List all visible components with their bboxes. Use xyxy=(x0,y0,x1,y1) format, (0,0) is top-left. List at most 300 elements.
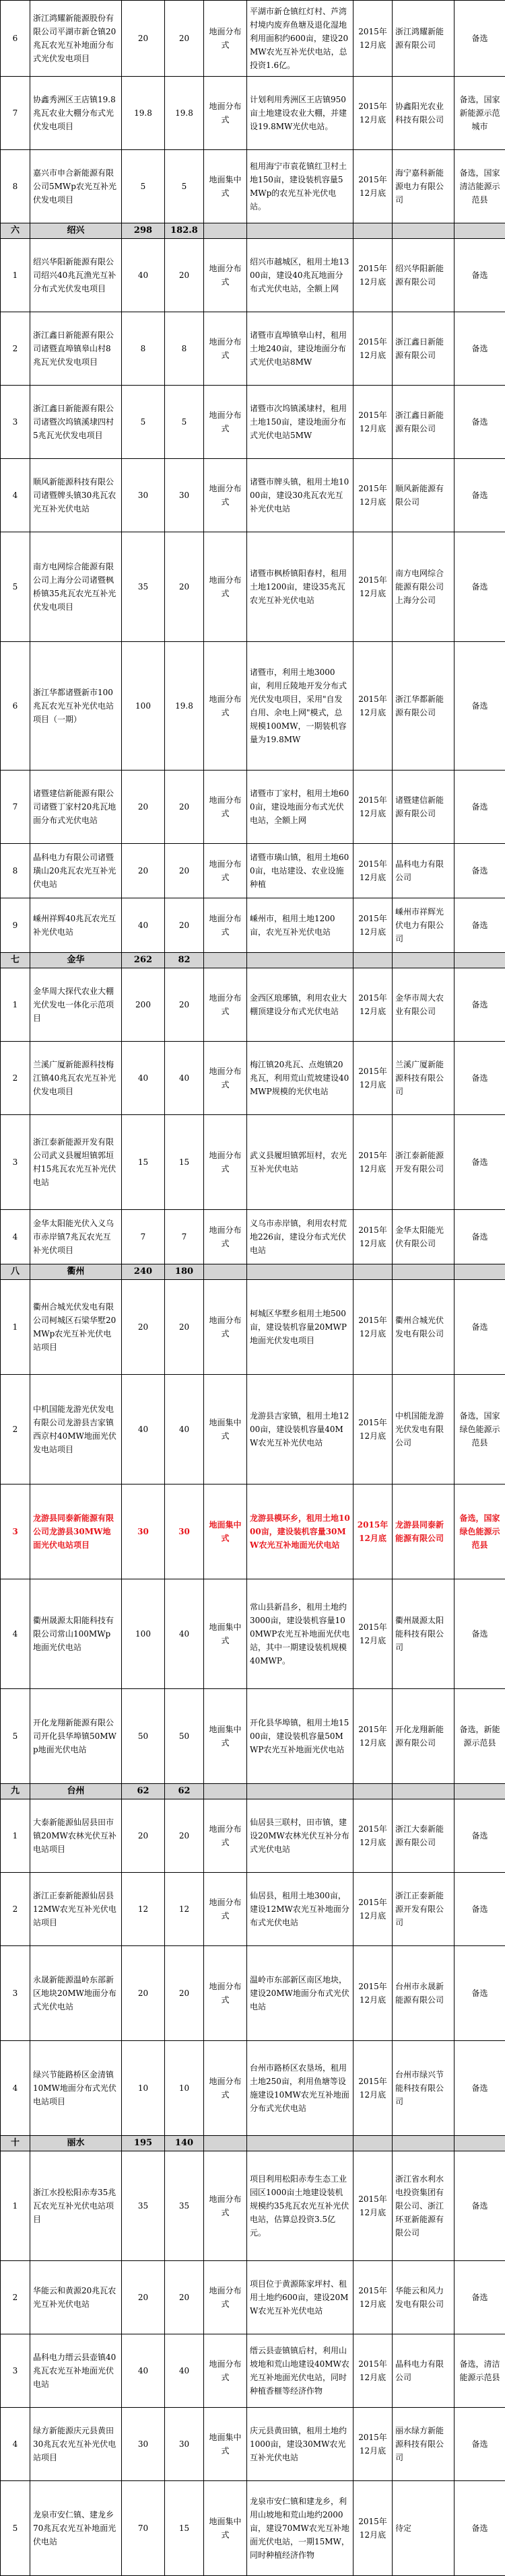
row-number: 4 xyxy=(1,1210,30,1264)
total-scale: 40 xyxy=(122,898,165,953)
year-scale: 19.8 xyxy=(165,77,204,150)
project-type: 地面集中式 xyxy=(204,1689,247,1784)
year-scale: 7 xyxy=(165,1210,204,1264)
table-row xyxy=(1,1115,505,1210)
row-number: 3 xyxy=(1,2334,30,2408)
completion-time: 2015年12月底 xyxy=(354,312,393,386)
year-scale: 19.8 xyxy=(165,642,204,771)
row-number: 2 xyxy=(1,1375,30,1484)
completion-time: 2015年12月底 xyxy=(354,2041,393,2136)
project-type: 地面分布式 xyxy=(204,968,247,1042)
project-name: 金华周大探代农业大棚光伏发电一体化示范项目 xyxy=(30,968,122,1042)
row-number: 2 xyxy=(1,2261,30,2334)
construction-content: 诸暨市直埠镇皋山村，租用土地240亩，建设地面分布式光伏电站8MW xyxy=(247,312,354,386)
row-number: 5 xyxy=(1,532,30,642)
year-scale: 20 xyxy=(165,968,204,1042)
project-name: 永晟新能源温岭东部新区地块20MW地面分布式光伏电站 xyxy=(30,1946,122,2041)
project-type: 地面分布式 xyxy=(204,386,247,459)
project-name: 浙江华都诸暨新市100兆瓦农光互补光伏电站项目（一期） xyxy=(30,642,122,771)
construction-content: 温岭市东部新区南区地块，建设20MW地面分布式光伏电站 xyxy=(247,1946,354,2041)
year-scale: 30 xyxy=(165,1484,204,1579)
year-scale: 40 xyxy=(165,1375,204,1484)
row-number: 1 xyxy=(1,239,30,312)
year-scale: 20 xyxy=(165,1280,204,1375)
empty-cell xyxy=(204,1784,247,1799)
total-scale: 10 xyxy=(122,2041,165,2136)
section-header-row xyxy=(1,2136,505,2151)
completion-time: 2015年12月底 xyxy=(354,1946,393,2041)
construction-content: 龙游县模环乡，租用土地1000亩，建设装机容量30MW农光互补地面光伏电站 xyxy=(247,1484,354,1579)
project-owner: 浙江华都新能源有限公司 xyxy=(393,642,454,771)
section-number: 七 xyxy=(1,953,30,968)
empty-cell xyxy=(354,1264,393,1280)
section-city: 丽水 xyxy=(30,2136,122,2151)
project-type: 地面分布式 xyxy=(204,312,247,386)
project-type: 地面分布式 xyxy=(204,2041,247,2136)
project-type: 地面分布式 xyxy=(204,898,247,953)
construction-content: 开化县华埠镇，租用土地1500亩，建设装机容量50MWP农光互补地面光伏电站 xyxy=(247,1689,354,1784)
construction-content: 项目位于黄源陈家坪村、租用土地约600亩，建设20MW农光互补光伏电站 xyxy=(247,2261,354,2334)
row-number: 4 xyxy=(1,2041,30,2136)
project-type: 地面分布式 xyxy=(204,2151,247,2261)
year-scale: 20 xyxy=(165,239,204,312)
row-number: 6 xyxy=(1,642,30,771)
total-scale: 35 xyxy=(122,2151,165,2261)
project-name: 浙江水投松阳赤寿35兆瓦农光互补光伏电站项目 xyxy=(30,2151,122,2261)
table-row xyxy=(1,386,505,459)
empty-cell xyxy=(393,2136,454,2151)
project-type: 地面分布式 xyxy=(204,1280,247,1375)
total-scale: 30 xyxy=(122,1484,165,1579)
project-name: 绿方新能源庆元县黄田30兆瓦农光互补光伏电站项目 xyxy=(30,2408,122,2481)
project-owner: 绍兴华阳新能源有限公司 xyxy=(393,239,454,312)
table-row xyxy=(1,1375,505,1484)
project-type: 地面分布式 xyxy=(204,1210,247,1264)
completion-time: 2015年12月底 xyxy=(354,2151,393,2261)
total-scale: 20 xyxy=(122,1946,165,2041)
project-name: 兰溪广厦新能源科技梅江镇40兆瓦农光互补光伏发电项目 xyxy=(30,1042,122,1115)
total-scale: 30 xyxy=(122,2408,165,2481)
project-type: 地面分布式 xyxy=(204,1799,247,1873)
year-scale: 12 xyxy=(165,1873,204,1946)
table-row xyxy=(1,771,505,844)
project-type: 地面分布式 xyxy=(204,77,247,150)
row-number: 7 xyxy=(1,77,30,150)
project-type: 地面分布式 xyxy=(204,642,247,771)
row-number: 3 xyxy=(1,1946,30,2041)
total-scale: 15 xyxy=(122,1115,165,1210)
completion-time: 2015年12月底 xyxy=(354,1375,393,1484)
year-scale: 8 xyxy=(165,312,204,386)
total-scale: 8 xyxy=(122,312,165,386)
section-number: 九 xyxy=(1,1784,30,1799)
remarks: 备选，清洁能源示范县 xyxy=(454,2334,505,2408)
remarks: 备选 xyxy=(454,2041,505,2136)
remarks: 备选，国家新能源示范城市 xyxy=(454,77,505,150)
project-name: 浙江泰新能源开发有限公司武义县履坦镇郭垣村15兆瓦农光互补光伏电站 xyxy=(30,1115,122,1210)
section-year-scale: 180 xyxy=(165,1264,204,1280)
empty-cell xyxy=(393,1264,454,1280)
empty-cell xyxy=(204,223,247,239)
empty-cell xyxy=(354,1784,393,1799)
row-number: 1 xyxy=(1,1280,30,1375)
table-row xyxy=(1,2041,505,2136)
project-name: 诸暨建信新能源有限公司诸暨丁家村20兆瓦地面分布式光伏电站 xyxy=(30,771,122,844)
year-scale: 20 xyxy=(165,1946,204,2041)
total-scale: 50 xyxy=(122,1689,165,1784)
total-scale: 70 xyxy=(122,2481,165,2576)
construction-content: 缙云县壶镇镇后村，利用山坡地和荒山地建设40MW农光互补地面光伏电站，同时种植香榧等经济作物 xyxy=(247,2334,354,2408)
completion-time: 2015年12月底 xyxy=(354,532,393,642)
empty-cell xyxy=(247,1784,354,1799)
total-scale: 100 xyxy=(122,642,165,771)
project-owner: 金华市周大农业有限公司 xyxy=(393,968,454,1042)
table-body xyxy=(1,1,505,2576)
empty-cell xyxy=(204,1264,247,1280)
project-owner: 浙江大泰新能源有限公司 xyxy=(393,1799,454,1873)
row-number: 7 xyxy=(1,771,30,844)
project-owner: 浙江正泰新能源开发有限公司 xyxy=(393,1873,454,1946)
row-number: 3 xyxy=(1,1484,30,1579)
construction-content: 龙游县吉家镇，租用土地1200亩，建设装机容量40MW农光互补光伏电站 xyxy=(247,1375,354,1484)
year-scale: 30 xyxy=(165,2408,204,2481)
project-owner: 华能云和风力发电有限公司 xyxy=(393,2261,454,2334)
completion-time: 2015年12月底 xyxy=(354,771,393,844)
project-owner: 龙游县同泰新能源有限公司 xyxy=(393,1484,454,1579)
total-scale: 7 xyxy=(122,1210,165,1264)
table-row xyxy=(1,1873,505,1946)
remarks: 备选 xyxy=(454,459,505,532)
project-owner: 浙江泰新能源开发有限公司 xyxy=(393,1115,454,1210)
remarks: 备选，国家绿色能源示范县 xyxy=(454,1484,505,1579)
project-type: 地面分布式 xyxy=(204,1,247,77)
empty-cell xyxy=(204,2136,247,2151)
project-type: 地面分布式 xyxy=(204,844,247,898)
year-scale: 50 xyxy=(165,1689,204,1784)
construction-content: 金西区琅琊镇，利用农业大棚顶建设分布式光伏电站 xyxy=(247,968,354,1042)
section-total-scale: 240 xyxy=(122,1264,165,1280)
empty-cell xyxy=(454,1784,505,1799)
project-owner: 晶科电力有限公司 xyxy=(393,844,454,898)
construction-content: 庆元县黄田镇，租用土地约1000亩，建设30MW农光互补光伏电站 xyxy=(247,2408,354,2481)
project-owner: 金华太阳能光伏有限公司 xyxy=(393,1210,454,1264)
project-owner: 顺风新能源有限公司 xyxy=(393,459,454,532)
project-name: 绿兴节能路桥区金清镇10MW地面分布式光伏电站项目 xyxy=(30,2041,122,2136)
completion-time: 2015年12月底 xyxy=(354,2334,393,2408)
construction-content: 义乌市赤岸镇，利用农村荒地226亩，建设分布式光伏电站 xyxy=(247,1210,354,1264)
table-row xyxy=(1,844,505,898)
completion-time: 2015年12月底 xyxy=(354,1579,393,1689)
project-name: 金华太阳能光伏入义乌市赤岸镇7兆瓦农光互补光伏项目 xyxy=(30,1210,122,1264)
project-type: 地面分布式 xyxy=(204,771,247,844)
year-scale: 30 xyxy=(165,459,204,532)
empty-cell xyxy=(454,1264,505,1280)
project-owner: 丽水绿方新能源科技有限公司 xyxy=(393,2408,454,2481)
construction-content: 绍兴市越城区，租用土地1300亩，建设40兆瓦地面分布式光伏电站，全额上网 xyxy=(247,239,354,312)
project-name: 龙游县同泰新能源有限公司龙游县30MW地面光伏电站项目 xyxy=(30,1484,122,1579)
row-number: 3 xyxy=(1,386,30,459)
project-owner: 兰溪广厦新能源科技有限公司 xyxy=(393,1042,454,1115)
construction-content: 常山县新昌乡，租用土地约3000亩，建设装机容量100MWP农光互补地面光伏电站，其中一期建设装机规模40MWP。 xyxy=(247,1579,354,1689)
year-scale: 5 xyxy=(165,386,204,459)
construction-content: 诸暨市，利用土地3000亩，利用丘陵地开发分布式光伏发电项目，采用"自发自用、余电上网"模式，总规模100MW，一期装机容量为19.8MW xyxy=(247,642,354,771)
empty-cell xyxy=(354,953,393,968)
row-number: 1 xyxy=(1,1799,30,1873)
remarks: 备选 xyxy=(454,1210,505,1264)
project-owner: 衢州晟源太阳能科技有限公司 xyxy=(393,1579,454,1689)
remarks: 备选 xyxy=(454,1946,505,2041)
completion-time: 2015年12月底 xyxy=(354,642,393,771)
table-row xyxy=(1,2334,505,2408)
section-number: 八 xyxy=(1,1264,30,1280)
construction-content: 诸暨市丁家村，租用土地600亩，建设地面分布式光伏电站，全额上网 xyxy=(247,771,354,844)
year-scale: 20 xyxy=(165,1,204,77)
project-owner: 衢州合城光伏发电有限公司 xyxy=(393,1280,454,1375)
table-row xyxy=(1,1579,505,1689)
section-city: 绍兴 xyxy=(30,223,122,239)
empty-cell xyxy=(247,223,354,239)
empty-cell xyxy=(247,1264,354,1280)
table-row xyxy=(1,2261,505,2334)
project-name: 浙江鑫日新能源有限公司诸暨直埠镇皋山村8兆瓦光伏发电项目 xyxy=(30,312,122,386)
project-owner: 浙江鸿耀新能源有限公司 xyxy=(393,1,454,77)
year-scale: 20 xyxy=(165,532,204,642)
table-row xyxy=(1,1946,505,2041)
completion-time: 2015年12月底 xyxy=(354,1689,393,1784)
project-owner: 南方电网综合能源有限公司上海分公司 xyxy=(393,532,454,642)
section-header-row xyxy=(1,223,505,239)
remarks: 备选 xyxy=(454,968,505,1042)
completion-time: 2015年12月底 xyxy=(354,1,393,77)
section-year-scale: 82 xyxy=(165,953,204,968)
completion-time: 2015年12月底 xyxy=(354,844,393,898)
completion-time: 2015年12月底 xyxy=(354,459,393,532)
project-owner: 中机国能龙游光伏发电有限公司 xyxy=(393,1375,454,1484)
project-type: 地面分布式 xyxy=(204,1115,247,1210)
remarks: 备选 xyxy=(454,2151,505,2261)
year-scale: 20 xyxy=(165,898,204,953)
remarks: 备选 xyxy=(454,239,505,312)
year-scale: 15 xyxy=(165,1115,204,1210)
table-row xyxy=(1,459,505,532)
total-scale: 40 xyxy=(122,239,165,312)
completion-time: 2015年12月底 xyxy=(354,1042,393,1115)
project-name: 南方电网综合能源有限公司上海分公司诸暨枫桥镇35兆瓦农光互补光伏发电项目 xyxy=(30,532,122,642)
project-name: 开化龙翔新能源有限公司开化县华埠镇50MWp地面光伏电站 xyxy=(30,1689,122,1784)
empty-cell xyxy=(204,953,247,968)
year-scale: 5 xyxy=(165,150,204,223)
remarks: 备选 xyxy=(454,1280,505,1375)
project-type: 地面集中式 xyxy=(204,1484,247,1579)
table-row xyxy=(1,1,505,77)
completion-time: 2015年12月底 xyxy=(354,2408,393,2481)
construction-content: 嵊州市，租用土地1200亩，农光互补光伏电站 xyxy=(247,898,354,953)
section-year-scale: 62 xyxy=(165,1784,204,1799)
construction-content: 租用海宁市袁花镇红卫村土地150亩，建设装机容量5MWp的农光互补光伏电站。 xyxy=(247,150,354,223)
project-owner: 台州市永晟新能源有限公司 xyxy=(393,1946,454,2041)
remarks: 备选 xyxy=(454,844,505,898)
completion-time: 2015年12月底 xyxy=(354,2481,393,2576)
total-scale: 20 xyxy=(122,1280,165,1375)
table-row xyxy=(1,1042,505,1115)
project-name: 大泰新能源仙居县田市镇20MW农林光伏互补电站项目 xyxy=(30,1799,122,1873)
section-number: 十 xyxy=(1,2136,30,2151)
year-scale: 20 xyxy=(165,2261,204,2334)
remarks: 备选 xyxy=(454,1042,505,1115)
table-row xyxy=(1,2408,505,2481)
section-number: 六 xyxy=(1,223,30,239)
empty-cell xyxy=(393,953,454,968)
project-owner: 浙江省水利水电投资集团有限公司、浙江环亚新能源有限公司 xyxy=(393,2151,454,2261)
completion-time: 2015年12月底 xyxy=(354,898,393,953)
project-type: 地面集中式 xyxy=(204,1375,247,1484)
total-scale: 19.8 xyxy=(122,77,165,150)
project-name: 晶科电力有限公司诸暨璜山20兆瓦农光互补光伏电站 xyxy=(30,844,122,898)
empty-cell xyxy=(247,953,354,968)
year-scale: 20 xyxy=(165,1799,204,1873)
project-type: 地面分布式 xyxy=(204,2334,247,2408)
completion-time: 2015年12月底 xyxy=(354,968,393,1042)
project-name: 绍兴华阳新能源有限公司绍兴40兆瓦渔光互补分布式光伏发电项目 xyxy=(30,239,122,312)
section-header-row xyxy=(1,953,505,968)
year-scale: 15 xyxy=(165,2481,204,2576)
section-city: 金华 xyxy=(30,953,122,968)
completion-time: 2015年12月底 xyxy=(354,1210,393,1264)
project-name: 浙江鑫日新能源有限公司诸暨次坞镇溪埭四村5兆瓦光伏发电项目 xyxy=(30,386,122,459)
remarks: 备选 xyxy=(454,771,505,844)
construction-content: 龙泉市安仁镇和建龙乡，利用山坡地和荒山地约2000亩，建设70MW农光互补地面光伏电站，一期15MW，同时种植经济作物 xyxy=(247,2481,354,2576)
year-scale: 20 xyxy=(165,771,204,844)
row-number: 9 xyxy=(1,898,30,953)
remarks: 备选 xyxy=(454,2481,505,2576)
table-row xyxy=(1,1484,505,1579)
completion-time: 2015年12月底 xyxy=(354,1484,393,1579)
remarks: 备选 xyxy=(454,2408,505,2481)
year-scale: 40 xyxy=(165,2334,204,2408)
project-type: 地面集中式 xyxy=(204,150,247,223)
empty-cell xyxy=(454,223,505,239)
table-row xyxy=(1,1280,505,1375)
project-owner: 晶科电力有限公司 xyxy=(393,2334,454,2408)
completion-time: 2015年12月底 xyxy=(354,1873,393,1946)
construction-content: 平湖市新仓镇红灯村、芦湾村境内废弃鱼塘及退化湿地利用面积约600亩，建设20MW农光互补光伏电站，总投资1.6亿。 xyxy=(247,1,354,77)
construction-content: 诸暨市璜山镇，租用土地600亩，电站建设、农业设施种植 xyxy=(247,844,354,898)
project-name: 衢州合城光伏发电有限公司柯城区石梁华墅20MWp农光互补光伏电站项目 xyxy=(30,1280,122,1375)
project-name: 协鑫秀洲区王店镇19.8兆瓦农业大棚分布式光伏发电项目 xyxy=(30,77,122,150)
project-owner: 待定 xyxy=(393,2481,454,2576)
row-number: 5 xyxy=(1,1689,30,1784)
year-scale: 20 xyxy=(165,844,204,898)
completion-time: 2015年12月底 xyxy=(354,386,393,459)
section-city: 台州 xyxy=(30,1784,122,1799)
remarks: 备选 xyxy=(454,532,505,642)
total-scale: 200 xyxy=(122,968,165,1042)
remarks: 备选 xyxy=(454,642,505,771)
construction-content: 诸暨市次坞镇溪埭村，租用土地150亩，建设地面分布式光伏电站5MW xyxy=(247,386,354,459)
row-number: 8 xyxy=(1,844,30,898)
row-number: 6 xyxy=(1,1,30,77)
project-type: 地面集中式 xyxy=(204,2408,247,2481)
row-number: 4 xyxy=(1,1579,30,1689)
table-row xyxy=(1,532,505,642)
year-scale: 10 xyxy=(165,2041,204,2136)
total-scale: 100 xyxy=(122,1579,165,1689)
remarks: 备选，国家清洁能源示范县 xyxy=(454,150,505,223)
project-type: 地面集中式 xyxy=(204,2481,247,2576)
project-type: 地面分布式 xyxy=(204,1042,247,1115)
total-scale: 35 xyxy=(122,532,165,642)
construction-content: 台州市路桥区农垦场，租用土地250亩，利用鱼塘等设施建设10MW农光互补地面分布式光伏电站 xyxy=(247,2041,354,2136)
table-row xyxy=(1,1799,505,1873)
row-number: 1 xyxy=(1,968,30,1042)
project-owner: 浙江鑫日新能源有限公司 xyxy=(393,386,454,459)
section-total-scale: 298 xyxy=(122,223,165,239)
construction-content: 仙居县三联村，田市镇，建设20MW农林光伏互补分布式光伏电站 xyxy=(247,1799,354,1873)
remarks: 备选 xyxy=(454,2261,505,2334)
project-type: 地面分布式 xyxy=(204,1946,247,2041)
table-row xyxy=(1,312,505,386)
completion-time: 2015年12月底 xyxy=(354,1115,393,1210)
table-row xyxy=(1,898,505,953)
completion-time: 2015年12月底 xyxy=(354,239,393,312)
row-number: 1 xyxy=(1,2151,30,2261)
completion-time: 2015年12月底 xyxy=(354,1799,393,1873)
project-owner: 海宁嘉科新能源电力有限公司 xyxy=(393,150,454,223)
table-row xyxy=(1,2481,505,2576)
row-number: 3 xyxy=(1,1115,30,1210)
project-owner: 浙江鑫日新能源有限公司 xyxy=(393,312,454,386)
project-type: 地面分布式 xyxy=(204,459,247,532)
total-scale: 5 xyxy=(122,150,165,223)
project-owner: 开化龙翔新能源有限公司 xyxy=(393,1689,454,1784)
section-total-scale: 195 xyxy=(122,2136,165,2151)
remarks: 备选，国家绿色能源示范县 xyxy=(454,1375,505,1484)
empty-cell xyxy=(354,2136,393,2151)
table-row xyxy=(1,1689,505,1784)
project-name: 浙江正泰新能源仙居县12MW农光互补光伏电站项目 xyxy=(30,1873,122,1946)
table-row xyxy=(1,968,505,1042)
project-name: 龙泉市安仁镇、建龙乡70兆瓦农光互补地面光伏电站 xyxy=(30,2481,122,2576)
construction-content: 项目利用松阳赤寿生态工业园区1000亩土地建设装机规模约35兆瓦农光互补光伏电站，估算总投资3.5亿元。 xyxy=(247,2151,354,2261)
section-total-scale: 62 xyxy=(122,1784,165,1799)
total-scale: 20 xyxy=(122,2261,165,2334)
total-scale: 20 xyxy=(122,844,165,898)
total-scale: 12 xyxy=(122,1873,165,1946)
empty-cell xyxy=(354,223,393,239)
project-owner: 嵊州市祥辉光伏电力有限公司 xyxy=(393,898,454,953)
year-scale: 40 xyxy=(165,1042,204,1115)
year-scale: 35 xyxy=(165,2151,204,2261)
project-name: 衢州晟源太阳能科技有限公司常山100MWp地面光伏电站 xyxy=(30,1579,122,1689)
year-scale: 40 xyxy=(165,1579,204,1689)
empty-cell xyxy=(454,2136,505,2151)
section-city: 衢州 xyxy=(30,1264,122,1280)
remarks: 备选 xyxy=(454,1,505,77)
remarks: 备选，新能源示范县 xyxy=(454,1689,505,1784)
construction-content: 武义县履坦镇郭垣村，农光互补光伏电站 xyxy=(247,1115,354,1210)
section-year-scale: 182.8 xyxy=(165,223,204,239)
total-scale: 40 xyxy=(122,2334,165,2408)
project-name: 华能云和黄源20兆瓦农光互补光伏电站 xyxy=(30,2261,122,2334)
table-row xyxy=(1,642,505,771)
row-number: 2 xyxy=(1,312,30,386)
remarks: 备选 xyxy=(454,898,505,953)
completion-time: 2015年12月底 xyxy=(354,2261,393,2334)
remarks: 备选 xyxy=(454,1115,505,1210)
project-name: 嘉兴市申合新能源有限公司5MWp农光互补光伏发电项目 xyxy=(30,150,122,223)
project-type: 地面分布式 xyxy=(204,532,247,642)
row-number: 4 xyxy=(1,2408,30,2481)
